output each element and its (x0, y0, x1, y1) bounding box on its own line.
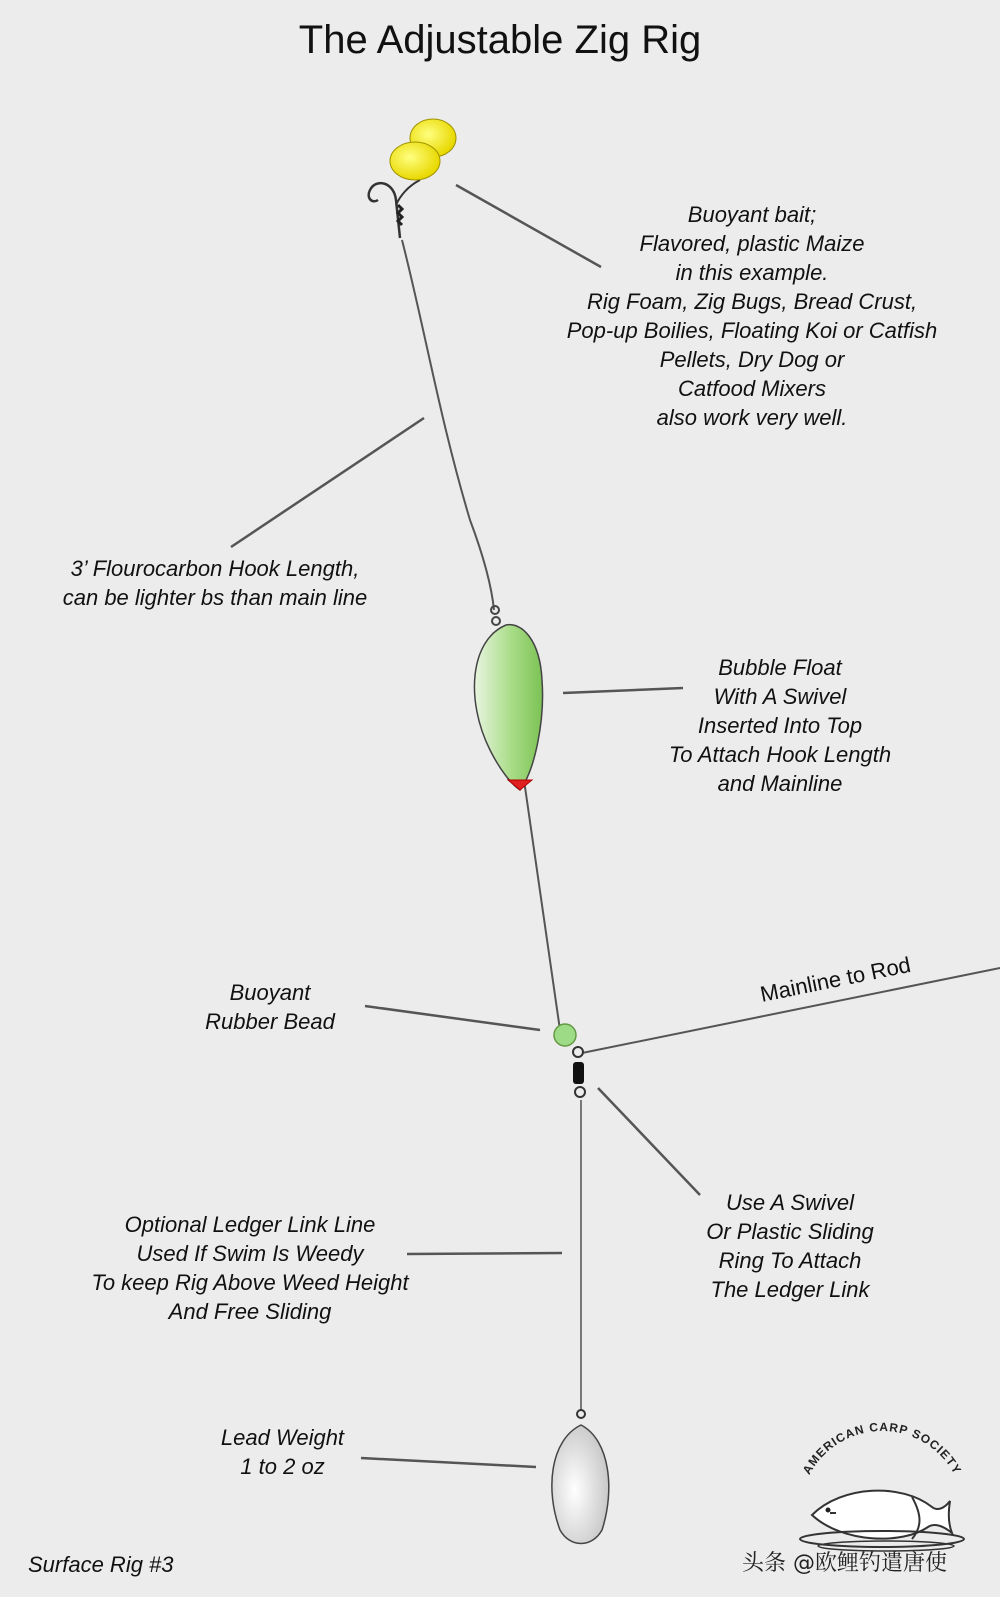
float-to-bead-line (524, 780, 560, 1030)
maize-bait-icon (390, 119, 456, 180)
leader-lead (361, 1458, 536, 1467)
ledger-label: Optional Ledger Link Line Used If Swim Is Weedy To keep Rig Above Weed Height And Free Sliding (91, 1212, 409, 1324)
acs-logo (800, 1420, 965, 1551)
bubble-float-icon (474, 625, 542, 790)
watermark: 头条 @欧鲤钓遣唐使 (742, 1551, 947, 1576)
swivel-label: Use A Swivel Or Plastic Sliding Ring To Attach The Ledger Link (706, 1190, 874, 1302)
sliding-swivel-icon (573, 1047, 585, 1097)
hook-length-line (402, 240, 494, 610)
rubber-bead-icon (554, 1024, 576, 1046)
hook-icon (369, 180, 420, 238)
leader-swivel (598, 1088, 700, 1195)
leader-hook-length (231, 418, 424, 547)
logo-text: AMERICAN CARP SOCIETY (799, 1419, 965, 1477)
float-tip-icon (508, 780, 532, 790)
mainline-label: Mainline to Rod (758, 951, 913, 1007)
lead-label: Lead Weight 1 to 2 oz (220, 1425, 345, 1479)
footer-rig-number: Surface Rig #3 (28, 1552, 174, 1577)
float-swivel-icon (491, 606, 500, 625)
leader-bead (365, 1006, 540, 1030)
bait-label: Buoyant bait; Flavored, plastic Maize in this example. Rig Foam, Zig Bugs, Bread Crust, Pop-up Boilies, Floating Koi or Catfish Pellets, Dry Dog or Catfood Mixers also work very well. (566, 202, 938, 430)
page-title: The Adjustable Zig Rig (298, 18, 702, 62)
lead-weight-icon (552, 1410, 609, 1544)
hook-length-label: 3’ Flourocarbon Hook Length, can be lighter bs than main line (62, 556, 368, 610)
svg-text:AMERICAN CARP SOCIETY (800, 1420, 965, 1477)
float-label: Bubble Float With A Swivel Inserted Into Top To Attach Hook Length and Mainline (668, 655, 892, 796)
bead-label: Buoyant Rubber Bead (205, 980, 335, 1034)
